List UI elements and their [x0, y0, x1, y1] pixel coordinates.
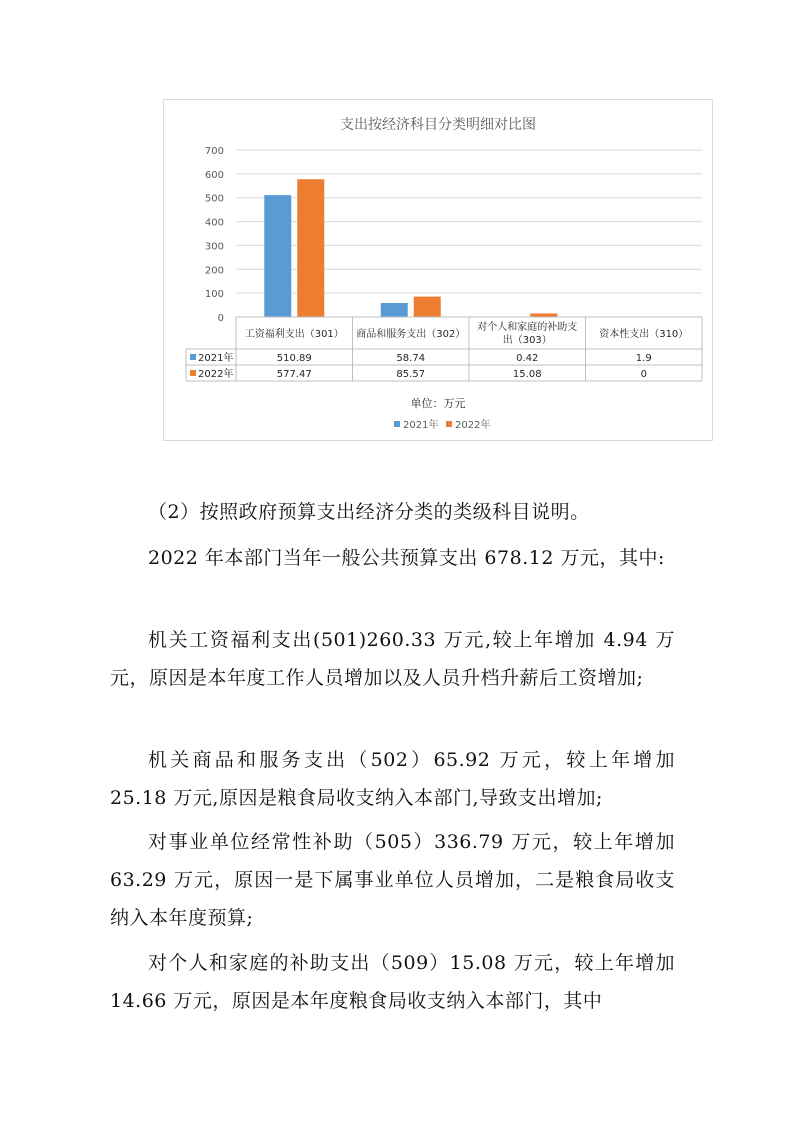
data-label: 510.89 — [276, 353, 312, 364]
table-legend-key — [190, 370, 196, 376]
data-label: 85.57 — [396, 369, 426, 380]
data-label: 15.08 — [512, 369, 542, 380]
paragraph-5: 对事业单位经常性补助（505）336.79 万元，较上年增加 63.29 万元，原因一是下属事业单位人员增加，二是粮食局收支纳入本年度预算; — [110, 831, 675, 929]
legend-key — [394, 421, 400, 427]
paragraph-2: 2022 年本部门当年一般公共预算支出 678.12 万元，其中: — [148, 547, 665, 569]
legend-key — [446, 421, 452, 427]
y-tick-label: 500 — [204, 193, 224, 205]
bar-2-1 — [297, 179, 324, 317]
bar-1-2 — [381, 303, 408, 317]
paragraph-3: 机关工资福利支出(501)260.33 万元,较上年增加 4.94 万元，原因是本年度工作人员增加以及人员升档升薪后工资增加; — [110, 629, 675, 689]
y-tick-label: 600 — [204, 169, 224, 181]
y-tick-label: 0 — [217, 313, 224, 324]
x-category-label: 对个人和家庭的补助支 — [477, 322, 578, 333]
data-label: 577.47 — [276, 369, 312, 380]
bar-chart — [164, 100, 712, 440]
paragraph-6: 对个人和家庭的补助支出（509）15.08 万元，较上年增加 14.66 万元，原因是本年度粮食局收支纳入本部门，其中 — [110, 952, 675, 1012]
y-tick-label: 400 — [204, 217, 224, 229]
x-category-label: 工资福利支出（301） — [244, 329, 344, 340]
paragraph-4: 机关商品和服务支出（502）65.92 万元，较上年增加 25.18 万元,原因是粮食局收支纳入本部门,导致支出增加; — [110, 749, 675, 809]
table-series-label: 2021年 — [198, 353, 234, 364]
paragraph-1: （2）按照政府预算支出经济分类的类级科目说明。 — [148, 501, 590, 523]
unit-note: 单位：万元 — [410, 397, 466, 410]
table-legend-key — [190, 354, 196, 360]
y-tick-label: 200 — [204, 265, 224, 277]
data-label: 0 — [640, 369, 647, 380]
bar-2-3 — [530, 313, 557, 317]
legend-label: 2022年 — [455, 420, 491, 431]
x-category-label: 商品和服务支出（302） — [356, 329, 466, 340]
bar-1-1 — [264, 195, 291, 317]
table-series-label: 2022年 — [198, 369, 234, 380]
chart-title: 支出按经济科目分类明细对比图 — [340, 117, 536, 133]
bar-2-2 — [414, 297, 441, 317]
chart-container — [163, 99, 713, 441]
data-label: 58.74 — [396, 353, 426, 364]
y-tick-label: 100 — [204, 289, 224, 301]
x-category-label: 资本性支出（310） — [599, 329, 689, 340]
data-label: 1.9 — [635, 353, 652, 364]
y-tick-label: 300 — [204, 241, 224, 253]
x-category-label: 出（303） — [502, 335, 552, 346]
data-label: 0.42 — [516, 353, 539, 364]
legend-label: 2021年 — [403, 420, 439, 431]
y-tick-label: 700 — [204, 146, 224, 157]
